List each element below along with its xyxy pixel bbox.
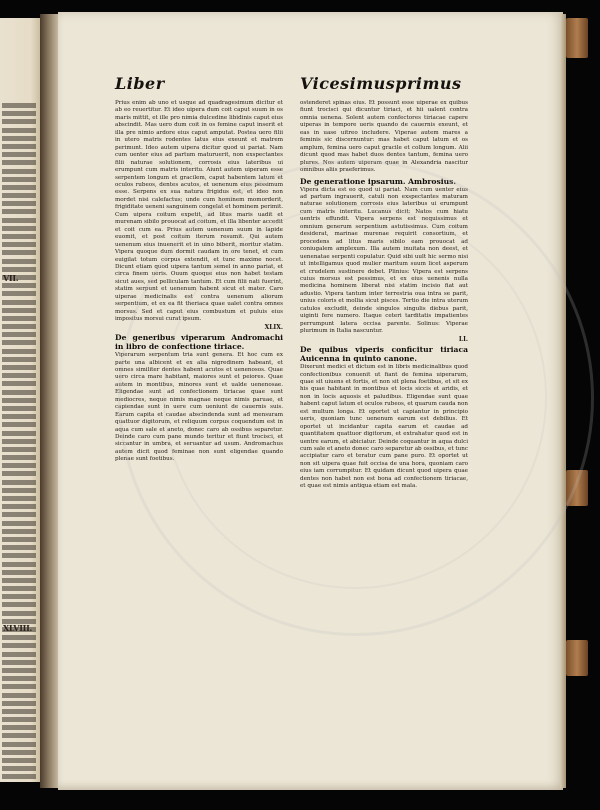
text-column-left: [115, 100, 283, 760]
left-margin-label: XLVIII.: [3, 623, 33, 633]
left-margin-label: VII.: [3, 273, 19, 283]
chapter-number: LI.: [458, 335, 468, 343]
paragraph: Dixerunt medici et dictum est in libris medicinalibus quod confectionibus conuenit ut fiant de femina uiperarum, quae sit uiuens et fortis, et non sit plena foetibus, et sit ex his quae habitant in montibus et locis siccis et aridis, et non in locis aquosis et paludibus. Eligendae sunt quae habent caput latum et oculos rubeos, et quarum cauda non est multum longa. Et oportet ut capiantur in principio ueris, quoniam tunc uenenum earum est debilius. Et oportet ut incidantur capita earum et caudae ad quantitatem quattuor digitorum, et extrahatur quod est in uentre earum, et abiciatur. Deinde coquantur in aqua dulci cum sale et aneto donec caro separetur ab ossibus, et tunc accipiatur caro et teratur cum pane puro. Et oportet ut non sit uipera quae fuit occisa de una hora, quoniam caro eius iam corrumpitur. Et quidam dicunt quod uipera quae dentes non habet non est bona ad confectionem tiriacae, et quae est nimis antiqua etiam est mala.: [300, 364, 468, 490]
text-column-right: [300, 100, 468, 760]
chapter-heading: De quibus viperis conficitur tiriaca Auicenna in quinto canone.: [300, 345, 468, 364]
paragraph: Viperarum serpentum tria sunt genera. Et hoc cum ex parte una albicent et ex alia nigredinem habeant, et omnes similiter dentes habent acutos et uenenosos. Quae uero circa mare habitant, maiores sunt et peiores. Quae autem in montibus, minores sunt et ualde uenenosae. Eligendae sunt ad confectionem tiriacae quae sunt mediocres, neque nimis magnae neque nimis paruae, et capiendae sunt in uere cum ueniunt de cauernis suis. Earum capita et caudae abscindenda sunt ad mensuram quattuor digitorum, et reliquum corpus coquendum est in aqua cum sale et aneto, donec caro ab ossibus separetur. Deinde caro cum pane mundo teritur et fiunt trocisci, et siccantur in umbra, et seruantur ad usum. Andromachus autem dicit quod feminae non sunt eligendae quando plenae sunt foetibus.: [115, 352, 283, 463]
section-heading: De generatione ipsarum. Ambrosius.: [300, 176, 457, 186]
wooden-board-edge-middle: [566, 470, 588, 506]
wooden-board-edge-top: [566, 18, 588, 58]
left-page-text-fragments: [2, 103, 36, 783]
wooden-board-edge-bottom: [566, 640, 588, 676]
chapter-heading: De generibus viperarum Andromachi in libro de confectione tiriace.: [115, 333, 283, 352]
running-head-left: Liber: [115, 74, 165, 93]
paragraph: Vipera dicta est eo quod ui pariat. Nam cum uenter eius ad partum ingrauerit, catuli non exspectantes maturam naturae solutionem corrosis eius lateribus ui erumpunt cum matris interitu. Lucanus dicit: Natos cum hiatu uentris effundit. Vipera serpens est nequissimus et omnium generum serpentium astutissimus. Cum coitum desiderat, marinae murenae requirit consortium, et procedens ad litus maris sibilo eam prouocat ad coniugalem amplexum. Illa autem inuitata non deest, et uenenatae serpenti copulatur. Quid sibi uult hic sermo nisi ut intelligamus quod mulier maritum suum licet asperum et crudelem sustinere debet. Plinius: Vipera est serpens cuius morsus est pessimus, et ex eius uenenis nulla medicina hominem liberat nisi statim incisio fiat aut adustio. Vipera tantum inter terrestria oua intra se parit, unius coloris et mollia sicut pisces. Tertio die intra uterum catulos excludit, deinde singulos singulis diebus parit, uiginti fere numero. Itaque ceteri tarditatis impatientes perrumpunt latera occisa parente. Solinus: Viperae plurimum in Italia nascuntur.: [300, 186, 468, 335]
left-page-edge: [0, 18, 44, 782]
paragraph: Prius enim ab uno et usque ad quadragesimum dicitur et ab eo reuertitur. Et ideo uipera dum coit caput suum in os maris mittit, et ille pro nimia dulcedine libidinis caput eius abscindit. Mas uero dum coit in os femine caput inserit et illa pre nimio ardore eius caput amputat. Postea uero filii in utero matris rodentes latus eius exeunt et matrem perimunt. Ideo autem uipera dicitur quod ui pariat. Nam cum uenter eius ad partum maturuerit, non exspectantes filii naturae solutionem, corrosis eius lateribus ui erumpunt cum matris interitu. Aiunt autem uiperam esse serpentem longum et gracilem, caput habentem latum et oculos rubeos, dentes acutos, et uenenum eius pessimum esse. Serpens ex sua natura frigidus est, et ideo non mordet nisi calefactus; unde cum hominem momorderit, frigiditate ueneni sanguinem congelat et hominem perimit. Cum uipera coitum expetit, ad litus maris uadit et murenam sibilo prouocat ad coitum, et illa libenter accedit et coit cum ea. Prius autem uenenum suum in lapide euomit, et post coitum iterum resumit. Qui autem uenenum eius inuenerit et in uino biberit, moritur statim. Vipera quoque dum dormit caudam in ore tenet, et cum euigilat totum corpus extendit, et tunc maxime nocet. Dicunt etiam quod uipera tantum semel in anno pariat, et circa finem ueris. Ouum quoque eius non habet testam sicut aues, sed pelliculam tantum. Et cum filii nati fuerint, statim serpunt et uenenum habent sicut et mater. Caro uiperae medicinalis est contra uenenum aliorum serpentium, et ex ea fit theriaca quae ualet contra omnes morsus. Sed et caput eius combustum et puluis eius impositus morsui curat ipsum.: [115, 100, 283, 323]
running-head-right: Vicesimusprimus: [300, 74, 462, 93]
chapter-number: XLIX.: [264, 323, 283, 331]
paragraph: ostenderet spinas eius. Et possunt esse uiperae ex quibus fiunt trocisci qui dicuntur tiriaci, et hii ualent contra omnia uenena. Solent autem confectores tiriacae capere uiperas in tempore ueris quando de cauernis exeunt, et eas in uase uitreo includere. Viperae autem mares a feminis sic discernuntur: mas habet caput latum et os amplum, femina uero caput gracile et collum longum. Alii dicunt quod mas habet duos dentes tantum, femina uero plures. Nos autem uiperam quae in Alexandria nascitur omnibus aliis praeferimus.: [300, 100, 468, 174]
